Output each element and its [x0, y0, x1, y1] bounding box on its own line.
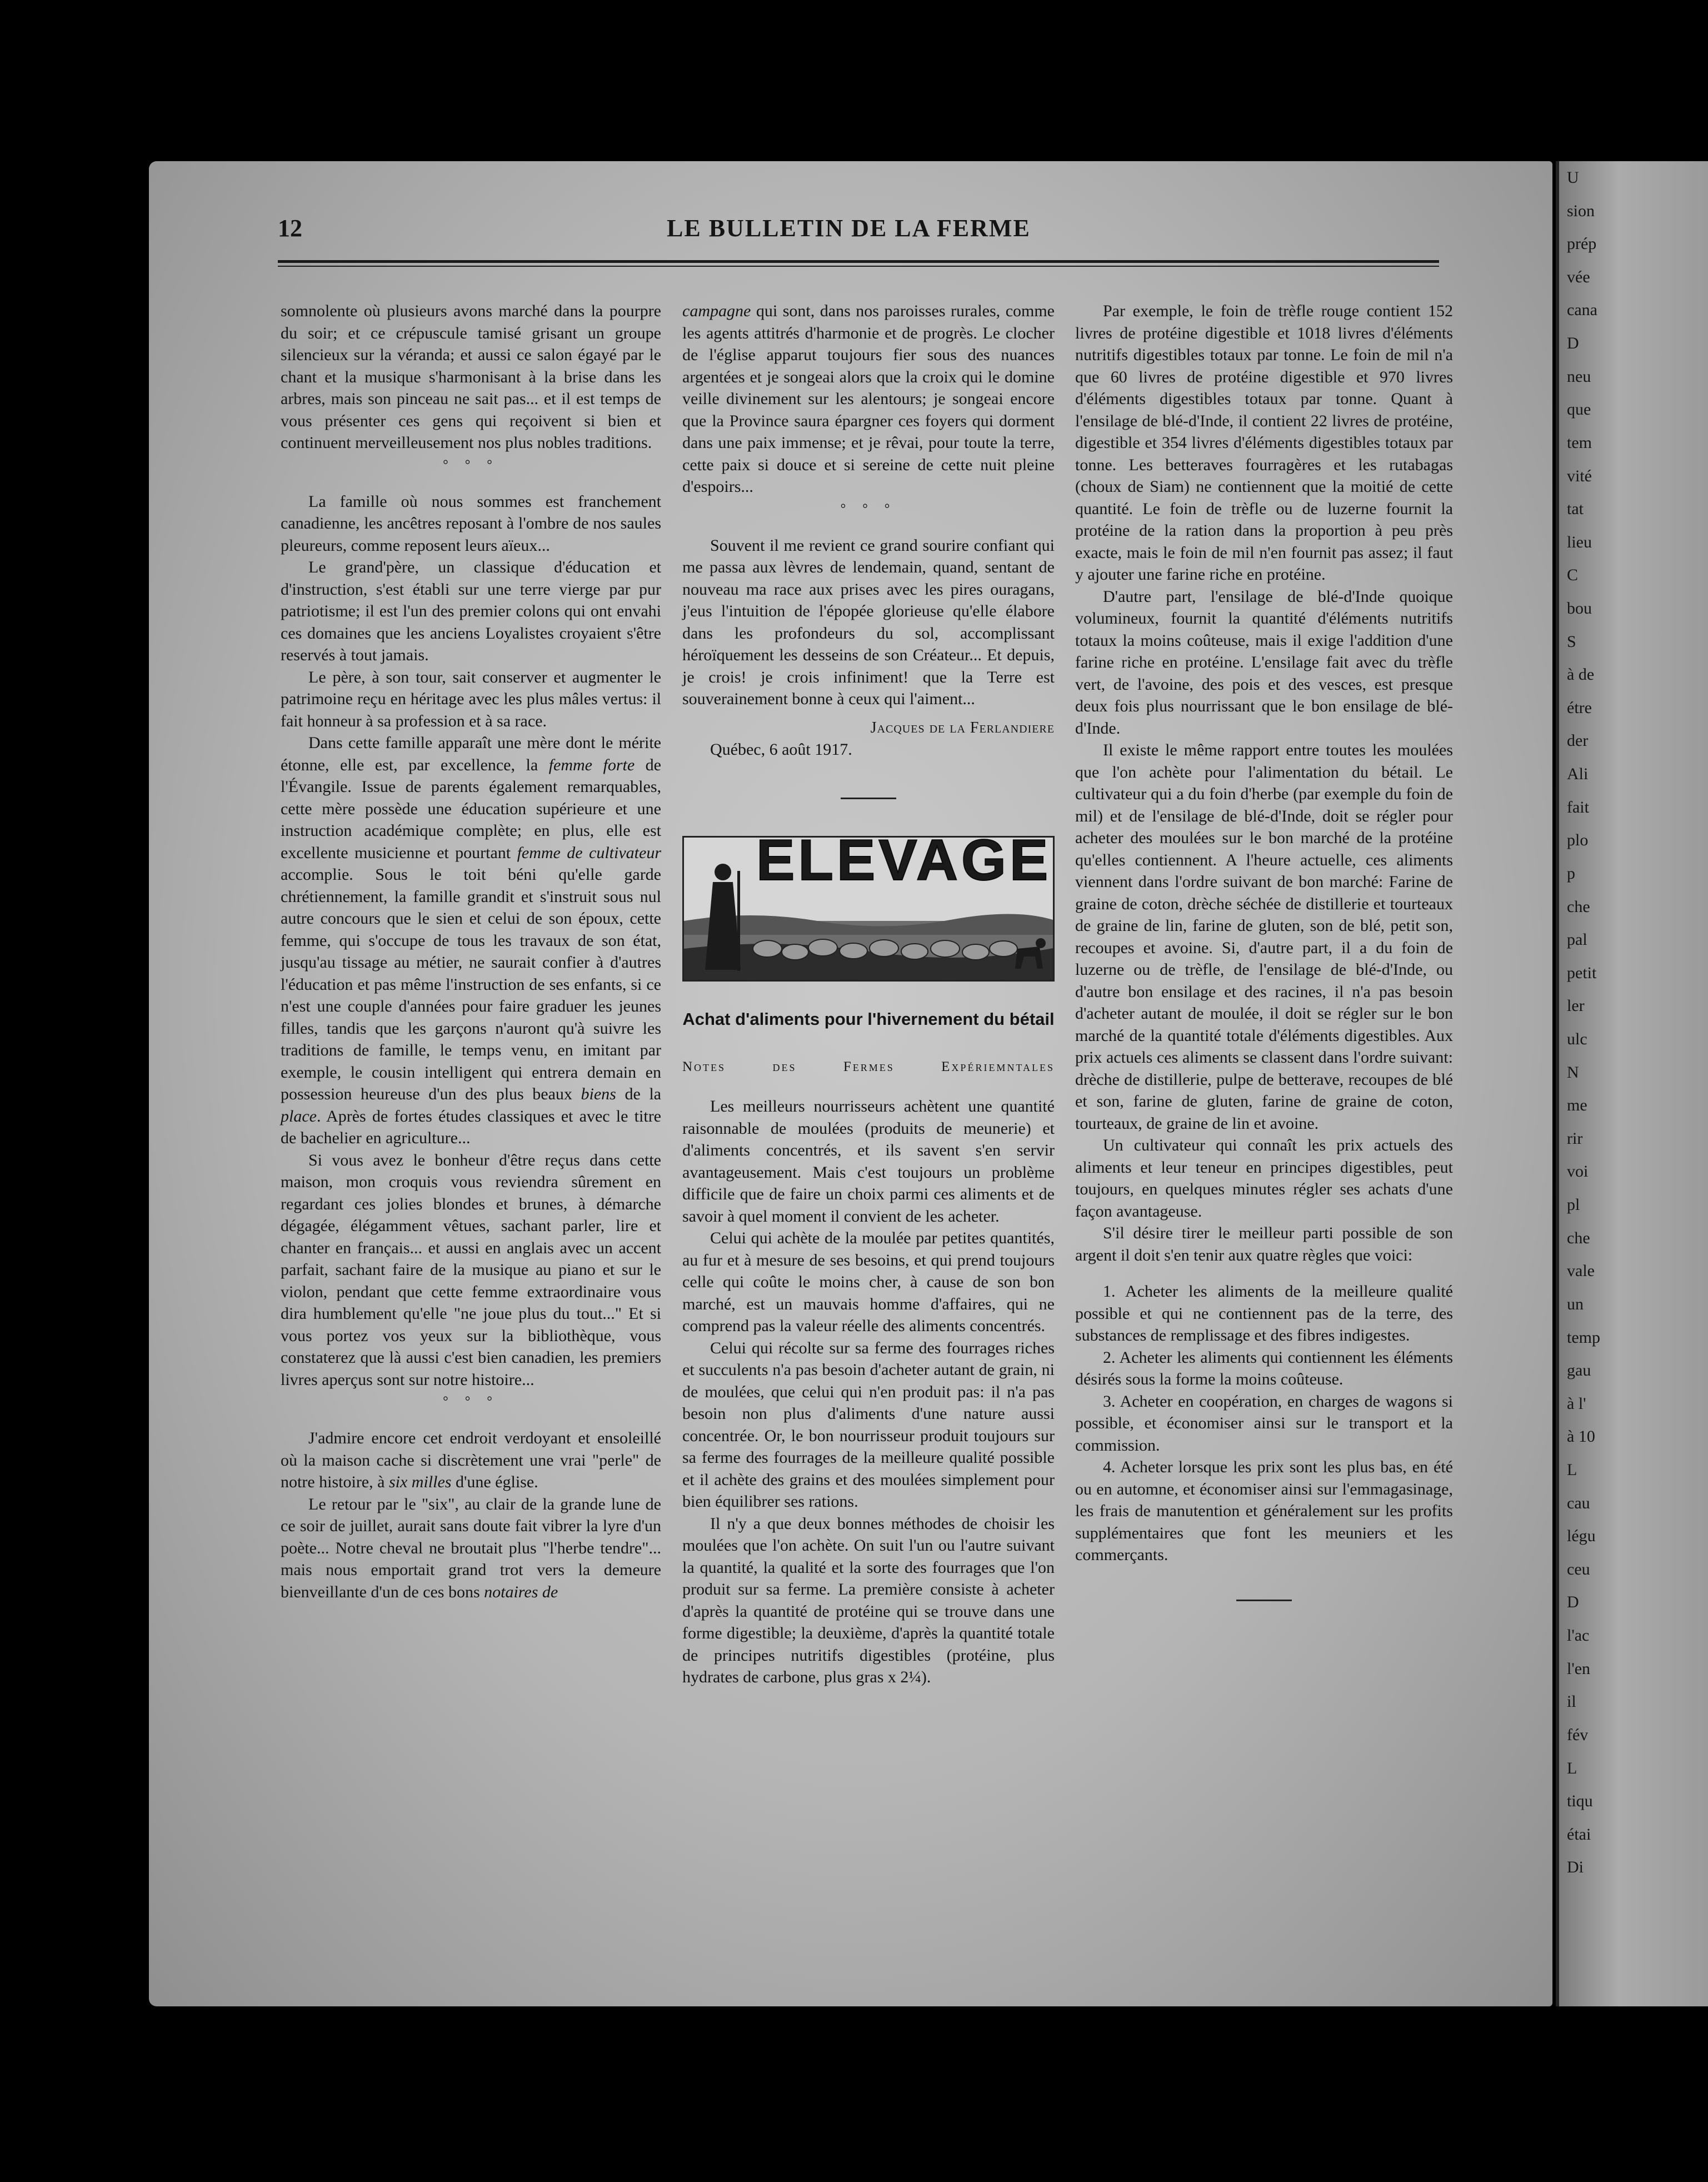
- next-page-fragment: l'ac: [1567, 1626, 1590, 1645]
- header-rule: [278, 260, 1439, 267]
- paragraph: Il existe le même rapport entre toutes les moulées que l'on achète pour l'alimentation du bétail. Le cultivateur qui a du foin d'herbe (par exemple du foin de mil) et de l'ensilage de blé-d'Inde, doit se régler pour acheter des moulées sur le bon marché de la protéine qu'elles contiennent. A l'heure actuelle, ces aliments viennent dans l'ordre suivant de bon marché: Farine de graine de coton, drèche séchée de distillerie et tourteaux de graine de lin, farine de gluten, son de blé, petit son, recoupes et avoine. Si, d'autre part, il a du foin de luzerne ou de trèfle, de l'ensilage de blé-d'Inde, ou d'autre bon ensilage et des racines, il n'a pas besoin d'acheter autant de moulée, il doit se régler sur le bon marché de la quantité totale d'éléments digestibles. Aux prix actuels ces aliments se classent dans l'ordre suivant: drèche de distillerie, pulpe de betterave, recoupes de blé et son, farine de gluten, farine de graine de coton, tourteaux, de graine de lin et avoine.: [1075, 741, 1453, 1133]
- next-page-fragment: vale: [1567, 1262, 1595, 1281]
- next-page-fragment: cau: [1567, 1493, 1590, 1512]
- next-page-fragment: plo: [1567, 831, 1589, 850]
- next-page-fragment: tiqu: [1567, 1792, 1593, 1811]
- next-page-fragment: bou: [1567, 599, 1592, 617]
- paragraph: campagne qui sont, dans nos paroisses rurales, comme les agents attitrés d'harmonie et de progrès. Le clocher de l'église apparut toujours fier sous des nuances argentées et je songeai alors que la croix qui le domine veille divinement sur les alentours; je songeai encore que la Province saura épargner ces foyers qui dorment dans une paix immense; et je rêvai, pour toute la terre, cette paix si douce et si sereine de cette nuit pleine d'espoirs...: [682, 302, 1055, 496]
- rule-item: 4. Acheter lorsque les prix sont les plus bas, en été ou en automne, et économiser ainsi sur l'emmagasinage, les frais de manutention et généralement sur les profits supplémentaires que font les meuniers et les commerçants.: [1075, 1458, 1453, 1564]
- page-number: 12: [278, 215, 302, 242]
- next-page-fragment: voi: [1567, 1162, 1589, 1181]
- next-page-fragment: étre: [1567, 698, 1592, 717]
- next-page-fragment: vée: [1567, 267, 1590, 286]
- paragraph: Celui qui achète de la moulée par petites quantités, au fur et à mesure de ses besoins, et qui prend toujours celle qui coûte le moins cher, à cause de son bon marché, est un mauvais homme d'affaires, qui ne comprend pas la valeur réelle des aliments concentrés.: [682, 1229, 1055, 1335]
- paragraph: Le retour par le "six", au clair de la grande lune de ce soir de juillet, aurait sans doute fait vibrer la lyre d'un poète... Notre cheval ne broutait plus "l'herbe tendre"... mais nous emportait grand trot vers la demeure bienveillante d'un de ces bons notaires de: [281, 1494, 661, 1601]
- paragraph: Souvent il me revient ce grand sourire confiant qui me passa aux lèvres de lendemain, quand, sentant de nouveau ma race aux prises avec les pires ouragans, j'eus l'intuition de l'épopée glorieuse qu'elle élabore dans les profondeurs du sol, accomplissant héroïquement les desseins de son Créateur... Et depuis, je crois! je crois infiniment! que la Terre est souverainement bonne à ceux qui l'aiment...: [682, 536, 1055, 708]
- next-page-fragment: Di: [1567, 1858, 1584, 1877]
- next-page-fragment: ler: [1567, 997, 1585, 1015]
- next-page-fragment: à de: [1567, 665, 1595, 684]
- column-3: [1075, 300, 1453, 1601]
- next-page-fragment: petit: [1567, 963, 1597, 982]
- paragraph: Les meilleurs nourrisseurs achètent une quantité raisonnable de moulées (produits de meunerie) et d'aliments concentrés, et ils savent s'en servir avantageusement. Mais c'est toujours un problème difficile que de faire un choix parmi ces aliments et de savoir à quel moment il convient de les acheter.: [682, 1097, 1055, 1225]
- next-page-fragment: lieu: [1567, 532, 1592, 551]
- article-subtitle: Notes des Fermes Expériemntales: [682, 1059, 1055, 1074]
- next-page-fragment: un: [1567, 1294, 1584, 1313]
- next-page-fragment: me: [1567, 1096, 1587, 1115]
- elevage-banner: [682, 836, 1055, 982]
- next-page-fragment: U: [1567, 168, 1579, 187]
- next-page-fragment: rir: [1567, 1129, 1583, 1148]
- paragraph: Celui qui récolte sur sa ferme des fourrages riches et succulents n'a pas besoin d'acheter autant de grain, ni de moulées, que celui qui n'en produit pas: il n'a pas besoin non plus d'aliments d'une nature aussi concentrée. Or, le bon nourrisseur produit toujours sur sa ferme des fourrages de la meilleure qualité possible et il achète des grains et des moulées simplement pour bien équilibrer ses rations.: [682, 1338, 1055, 1511]
- paragraph: S'il désire tirer le meilleur parti possible de son argent il doit s'en tenir aux quatre règles que voici:: [1075, 1224, 1453, 1264]
- asterism: ° ° °: [443, 457, 499, 472]
- running-head: [278, 214, 1467, 247]
- next-page-fragment: à 10: [1567, 1427, 1595, 1446]
- rule-item: 3. Acheter en coopération, en charges de wagons si possible, et économiser ainsi sur le transport et la commission.: [1075, 1392, 1453, 1454]
- next-page-fragment: der: [1567, 731, 1589, 750]
- next-page-fragment: vité: [1567, 466, 1592, 485]
- next-page-fragment: che: [1567, 897, 1590, 916]
- next-page-fragment: C: [1567, 566, 1579, 585]
- paragraph: J'admire encore cet endroit verdoyant et ensoleillé où la maison cache si discrètement une vrai "perle" de notre histoire, à six milles d'une église.: [281, 1429, 661, 1491]
- rule-item: 2. Acheter les aliments qui contiennent les éléments désirés sous la forme la moins coûteuse.: [1075, 1348, 1453, 1388]
- next-page-fragment: ceu: [1567, 1560, 1590, 1578]
- asterism: ° ° °: [840, 501, 897, 516]
- column-2: [682, 300, 1055, 1688]
- paragraph: D'autre part, l'ensilage de blé-d'Inde quoique volumineux, fournit la quantité d'éléments nutritifs totaux la moins coûteuse, mais il exige l'addition d'une farine riche en protéine. L'ensilage fait avec du trèfle vert, de l'avoine, des pois et des vesces, est presque deux fois plus nourrissant que le bon ensilage de blé-d'Inde.: [1075, 587, 1453, 738]
- next-page-fragment: neu: [1567, 367, 1591, 386]
- next-page-fragment: légu: [1567, 1527, 1596, 1546]
- column-1: [281, 300, 661, 1603]
- next-page-fragment: temp: [1567, 1328, 1600, 1347]
- next-page-fragment: D: [1567, 1593, 1579, 1612]
- next-page-fragment: que: [1567, 400, 1591, 419]
- next-page-fragment: à l': [1567, 1394, 1586, 1413]
- paragraph: Par exemple, le foin de trèfle rouge contient 152 livres de protéine digestible et 1018 livres d'éléments nutritifs digestibles totaux par tonne. Le foin de mil n'a que 60 livres de protéine digestible et 970 livres d'éléments digestibles totaux par tonne. Quant à l'ensilage de blé-d'Inde, il contient 22 livres de protéine, digestible et 354 livres d'éléments digestibles totaux par tonne. Les betteraves fourragères et les rutabagas (choux de Siam) ne contiennent que la moitié de cette quantité. Le foin de trèfle ou de luzerne fournit la protéine de la ration dans la proportion à peu près exacte, mais le foin de mil n'en fournit pas assez; il faut y ajouter une farine riche en protéine.: [1075, 302, 1453, 584]
- next-page-fragment: tem: [1567, 433, 1592, 452]
- section-rule: [841, 798, 896, 799]
- next-page-fragment: l'en: [1567, 1659, 1591, 1678]
- author-signature: Jacques de la Ferlandiere: [870, 719, 1055, 736]
- next-page-fragment: pl: [1567, 1195, 1580, 1214]
- next-page-fragment: N: [1567, 1063, 1579, 1082]
- paragraph: Dans cette famille apparaît une mère dont le mérite étonne, elle est, par excellence, la femme forte de l'Évangile. Issue de parents également remarquables, cette mère possède une éducation supérieure et une instruction académique complète; en plus, elle est excellente musicienne et pourtant femme de cultivateur accomplie. Sous le toit béni qu'elle garde chrétiennement, la famille grandit et s'instruit sous nul autre concours que le sien et celui de son époux, cette femme, qui s'occupe de tous les travaux de son état, jusqu'au tissage au métier, ne saurait confier à d'autres l'éducation et pas même l'instruction de ses enfants, si ce n'est une couple d'années pour faire graduer les jeunes filles, tandis que les garçons n'auront qu'à suivre les traditions de famille, le temps venu, en imitant par exemple, le cousin intelligent qui entrera demain en possession heureuse d'un des plus beaux biens de la place. Après de fortes études classiques et avec le titre de bachelier en agriculture...: [281, 734, 662, 1147]
- next-page-fragment: S: [1567, 632, 1576, 651]
- running-title: LE BULLETIN DE LA FERME: [667, 215, 1031, 242]
- next-page-fragment: D: [1567, 334, 1579, 353]
- next-page-fragment: L: [1567, 1461, 1577, 1479]
- next-page-fragment: cana: [1567, 301, 1597, 320]
- next-page-fragment: il: [1567, 1692, 1576, 1711]
- next-page-fragment: che: [1567, 1228, 1590, 1247]
- paragraph: somnolente où plusieurs avons marché dans la pourpre du soir; et ce crépuscule tamisé grisant un groupe silencieux sur la véranda; et aussi ce salon égayé par le chant et la musique s'harmonisant à la brise dans les arbres, mais son pinceau ne sait pas... et il est temps de vous présenter ces gens qui reçoivent si bien et continuent merveilleusement nos plus nobles traditions.: [281, 302, 661, 452]
- end-rule: [1236, 1600, 1292, 1601]
- asterism: ° ° °: [443, 1394, 499, 1409]
- paragraph: Le grand'père, un classique d'éducation et d'instruction, s'est établi sur une terre vierge par pur patriotisme; il est l'un des premier colons qui ont envahi ces domaines que les anciens Loyalistes croyaient s'être reservés à tout jamais.: [281, 558, 661, 664]
- paragraph: Un cultivateur qui connaît les prix actuels des aliments et leur teneur en principes digestibles, peut toujours, en quelques minutes régler ses achats d'une façon avantageuse.: [1075, 1136, 1453, 1220]
- next-page-fragment: prép: [1567, 235, 1597, 253]
- article-title: Achat d'aliments pour l'hivernement du bétail: [682, 1009, 1055, 1029]
- next-page-fragment: fév: [1567, 1725, 1589, 1744]
- next-page-fragment: pal: [1567, 930, 1587, 949]
- banner-title: ELEVAGE: [756, 835, 1052, 893]
- next-page-edge: [1556, 161, 1708, 2006]
- rule-item: 1. Acheter les aliments de la meilleure qualité possible et qui ne contiennent pas de la terre, des substances de remplissage et des fibres indigestes.: [1075, 1282, 1453, 1344]
- next-page-fragment: ulc: [1567, 1030, 1587, 1048]
- paragraph: Le père, à son tour, sait conserver et augmenter le patrimoine reçu en héritage avec les plus mâles vertus: il fait honneur à sa profession et à sa race.: [281, 667, 661, 730]
- next-page-fragment: sion: [1567, 201, 1595, 220]
- next-page-fragment: p: [1567, 864, 1575, 883]
- next-page-fragment: tat: [1567, 500, 1584, 519]
- next-page-fragment: Ali: [1567, 765, 1589, 784]
- next-page-fragment: étai: [1567, 1825, 1591, 1844]
- paragraph: La famille où nous sommes est franchement canadienne, les ancêtres reposant à l'ombre de nos saules pleureurs, comme reposent leurs aïeux...: [281, 492, 661, 555]
- next-page-fragment: L: [1567, 1758, 1577, 1777]
- dateline: Québec, 6 août 1917.: [710, 740, 852, 759]
- paragraph: Si vous avez le bonheur d'être reçus dans cette maison, mon croquis vous reviendra sûrement en regardant ces jolies blondes et brunes, à démarche dégagée, élégamment vêtues, sachant parler, lire et chanter en français... et aussi en anglais avec un accent parfait, sachant faire de la musique au piano et sur le violon, pendant que cette femme extraordinaire vous dira humblement qu'elle "ne joue plus du tout..." Et si vous portez vos yeux sur la bibliothèque, vous constaterez que là aussi c'est bien canadien, les premiers livres aperçus sont sur notre histoire...: [281, 1150, 661, 1389]
- next-page-fragment: gau: [1567, 1361, 1591, 1380]
- paragraph: Il n'y a que deux bonnes méthodes de choisir les moulées que l'on achète. On suit l'un ou l'autre suivant la quantité, la qualité et la sorte des fourrages que l'on produit sur sa ferme. La première consiste à acheter d'après la quantité de protéine qui se trouve dans une forme digestible; la deuxième, d'après la quantité totale de principes nutritifs digestibles (protéine, plus hydrates de carbone, plus gras x 2¼).: [682, 1514, 1055, 1686]
- next-page-fragment: fait: [1567, 798, 1589, 816]
